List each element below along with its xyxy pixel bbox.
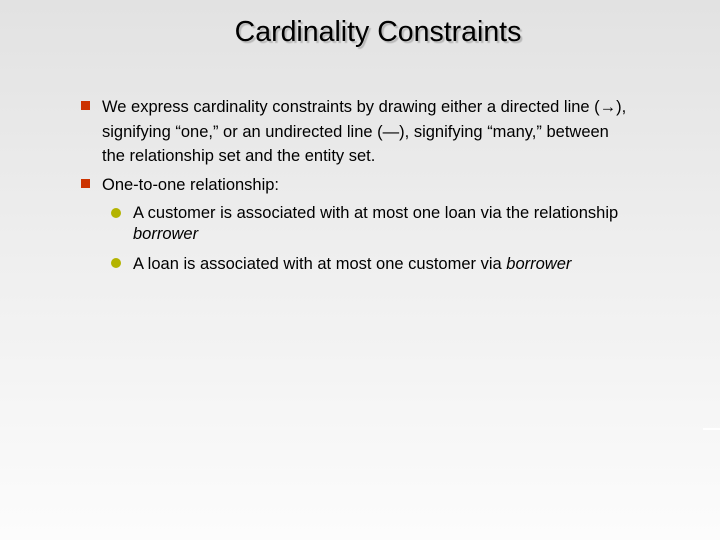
bullet-line: the relationship set and the entity set.: [102, 147, 376, 165]
sub-bullet-italic-term: borrower: [506, 255, 572, 273]
square-bullet-icon: [81, 101, 90, 110]
round-bullet-icon: [111, 258, 121, 268]
sub-bullet-line: [133, 253, 571, 275]
sub-bullet-text: A loan is associated with at most one customer via: [133, 255, 507, 273]
edge-mark: [703, 428, 720, 430]
slide-title: Cardinality Constraints: [234, 16, 522, 48]
sub-bullet-italic-term: borrower: [133, 225, 199, 243]
bullet-line: We express cardinality constraints by drawing either a directed line (→),: [102, 98, 627, 116]
sub-bullet-line: A customer is associated with at most one loan via the relationship: [133, 204, 619, 222]
bullet-line: signifying “one,” or an undirected line (—), signifying “many,” between: [102, 123, 609, 141]
square-bullet-icon: [81, 179, 90, 188]
round-bullet-icon: [111, 208, 121, 218]
bullet-line: One-to-one relationship:: [102, 176, 280, 194]
